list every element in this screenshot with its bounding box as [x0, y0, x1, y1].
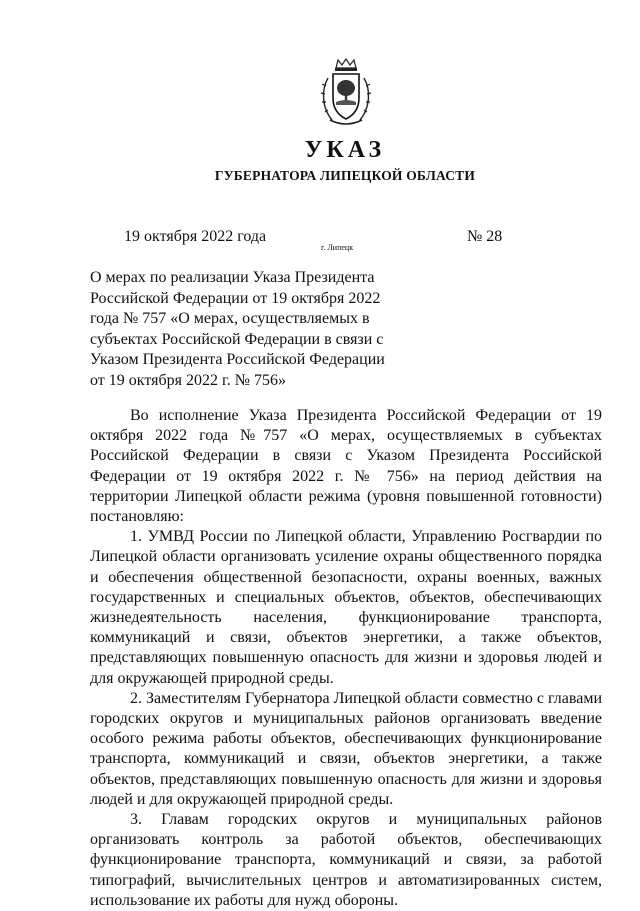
document-body [90, 406, 602, 911]
body-item-2: 2. Заместителям Губернатора Липецкой области совместно с главами городских округов и муниципальных районов организовать введение особого режима работы объектов, обеспечивающих функционирование транспорта, коммуникаций и связи, объектов энергетики, а также объектов, представляющих повышенную опасность для жизни и здоровья людей и для окружающей природной среды. [90, 689, 602, 808]
heading-line: от 19 октября 2022 г. № 756» [90, 371, 287, 389]
coat-of-arms-icon [318, 58, 374, 128]
body-item-1: 1. УМВД России по Липецкой области, Управлению Росгвардии по Липецкой области организовать усиление охраны общественного порядка и обеспечения общественной безопасности, охраны военных, важных государственных и специальных объектов, объектов, обеспечивающих жизнедеятельность населения, функционирование транспорта, коммуникаций и связи, объектов энергетики, а также объектов, представляющих повышенную опасность для жизни и здоровья людей и для окружающей природной среды. [90, 528, 602, 687]
heading-line: Указом Президента Российской Федерации [90, 351, 385, 368]
document-subtitle: ГУБЕРНАТОРА ЛИПЕЦКОЙ ОБЛАСТИ [214, 168, 476, 183]
document-heading [90, 268, 390, 391]
heading-line: года № 757 «О мерах, осуществляемых в [90, 310, 370, 327]
heading-line: субъектах Российской Федерации в связи с [90, 330, 384, 348]
document-place: г. Липецк [321, 243, 354, 252]
document-date: 19 октября 2022 года [124, 228, 267, 245]
body-intro-paragraph: Во исполнение Указа Президента Российской Федерации от 19 октября 2022 года №757 «О мерах, осуществляемых в субъектах Российской Федерации в связи с Указом Президента Российской Федерации от 19 октября 2022 г. № 756» на период действия на территории Липецкой области режима (уровня повышенной готовности) постановляю: [90, 407, 602, 526]
document-number: № 28 [467, 228, 503, 245]
heading-line: Российской Федерации от 19 октября 2022 [90, 289, 381, 307]
document-title: УКАЗ [304, 137, 386, 163]
heading-line: О мерах по реализации Указа Президента [90, 269, 375, 286]
body-item-3: 3. Главам городских округов и муниципальных районов организовать контроль за работой объектов, обеспечивающих функционирование транспорта, коммуникаций и связи, за работой типографий, вычислительных центров и автоматизированных систем, использование их работы для нужд обороны. [90, 811, 602, 909]
